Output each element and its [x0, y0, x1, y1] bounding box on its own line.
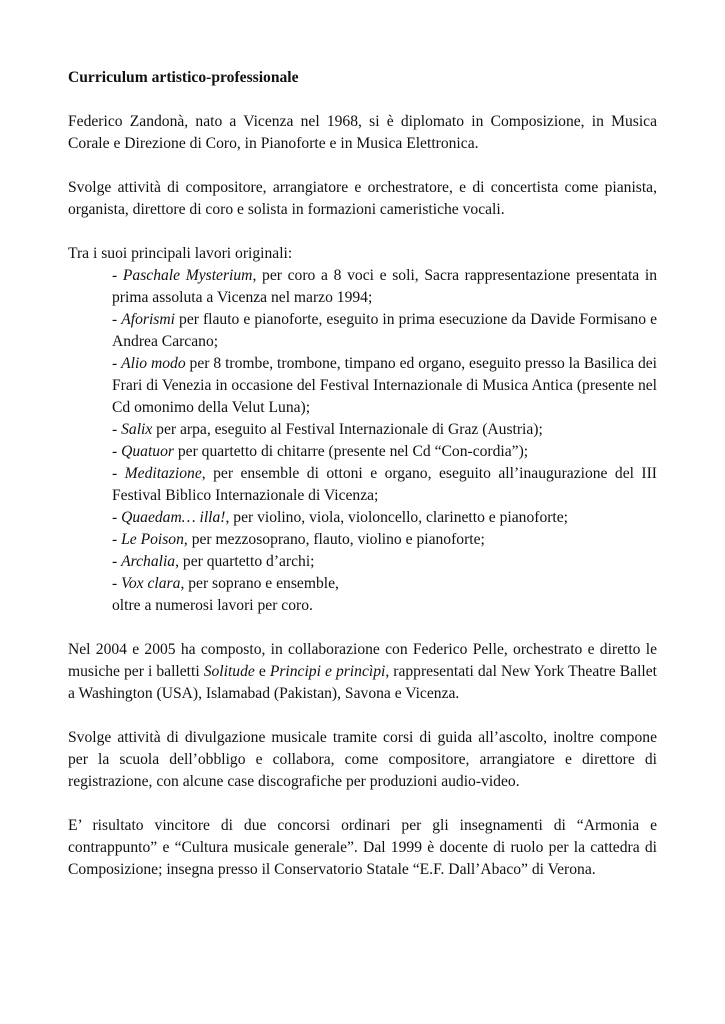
work-title: Meditazione — [124, 465, 202, 482]
ballet-title: Principi e princìpi — [269, 663, 386, 680]
list-item: - Le Poison, per mezzosoprano, flauto, violino e pianoforte; — [112, 531, 485, 548]
work-title: Aforismi — [121, 311, 175, 328]
list-item: - Vox clara, per soprano e ensemble, — [112, 575, 339, 592]
work-title: Vox clara — [121, 575, 181, 592]
document-title: Curriculum artistico-professionale — [68, 69, 299, 86]
list-item: - Aforismi per flauto e pianoforte, eseguito in prima esecuzione da Davide Formisano e Andrea Carcano; — [112, 311, 657, 350]
work-title: Alio modo — [121, 355, 186, 372]
paragraph-activities: Svolge attività di compositore, arrangiatore e orchestratore, e di concertista come pianista, organista, direttore di coro e solista in formazioni cameristiche vocali. — [68, 179, 657, 218]
paragraph-ballets: Nel 2004 e 2005 ha composto, in collaborazione con Federico Pelle, orchestrato e diretto le musiche per i balletti Solitude e Principi e princìpi, rappresentati dal New York Theatre Ballet a Washington (USA), Islamabad (Pakistan), Savona e Vicenza. — [68, 641, 658, 702]
work-title: Quaedam… illa! — [121, 509, 226, 526]
work-title: Quatuor — [121, 443, 174, 460]
ballet-title: Solitude — [203, 663, 255, 680]
paragraph-education: Federico Zandonà, nato a Vicenza nel 1968, si è diplomato in Composizione, in Musica Corale e Direzione di Coro, in Pianoforte e in Musica Elettronica. — [68, 113, 657, 152]
works-closing: oltre a numerosi lavori per coro. — [112, 597, 313, 614]
list-item: - Archalia, per quartetto d’archi; — [112, 553, 315, 570]
work-title: Salix — [121, 421, 153, 438]
work-title: Paschale Mysterium — [122, 267, 253, 284]
work-title: Le Poison — [121, 531, 184, 548]
paragraph-outreach: Svolge attività di divulgazione musicale tramite corsi di guida all’ascolto, inoltre compone per la scuola dell’obbligo e collabora, come compositore, arrangiatore e direttore di registrazione, con alcune case discografiche per produzioni audio-video. — [68, 729, 657, 790]
list-item: - Quaedam… illa!, per violino, viola, violoncello, clarinetto e pianoforte; — [112, 509, 569, 526]
paragraph-teaching: E’ risultato vincitore di due concorsi ordinari per gli insegnamenti di “Armonia e contrappunto” e “Cultura musicale generale”. Dal 1999 è docente di ruolo per la cattedra di Composizione; insegna presso il Conservatorio Statale “E.F. Dall’Abaco” di Verona. — [68, 817, 657, 878]
work-title: Archalia — [121, 553, 176, 570]
works-intro: Tra i suoi principali lavori originali: — [68, 245, 293, 262]
list-item: - Salix per arpa, eseguito al Festival Internazionale di Graz (Austria); — [112, 421, 543, 438]
list-item: - Alio modo per 8 trombe, trombone, timpano ed organo, eseguito presso la Basilica dei Frari di Venezia in occasione del Festival Internazionale di Musica Antica (presente nel Cd omonimo della Velut Luna); — [112, 355, 658, 416]
list-item: - Paschale Mysterium, per coro a 8 voci e soli, Sacra rappresentazione presentata in prima assoluta a Vicenza nel marzo 1994; — [112, 267, 658, 306]
list-item: - Quatuor per quartetto di chitarre (presente nel Cd “Con-cordia”); — [112, 443, 529, 460]
works-list — [68, 265, 657, 617]
list-item: - Meditazione, per ensemble di ottoni e organo, eseguito all’inaugurazione del III Festival Biblico Internazionale di Vicenza; — [112, 465, 657, 504]
